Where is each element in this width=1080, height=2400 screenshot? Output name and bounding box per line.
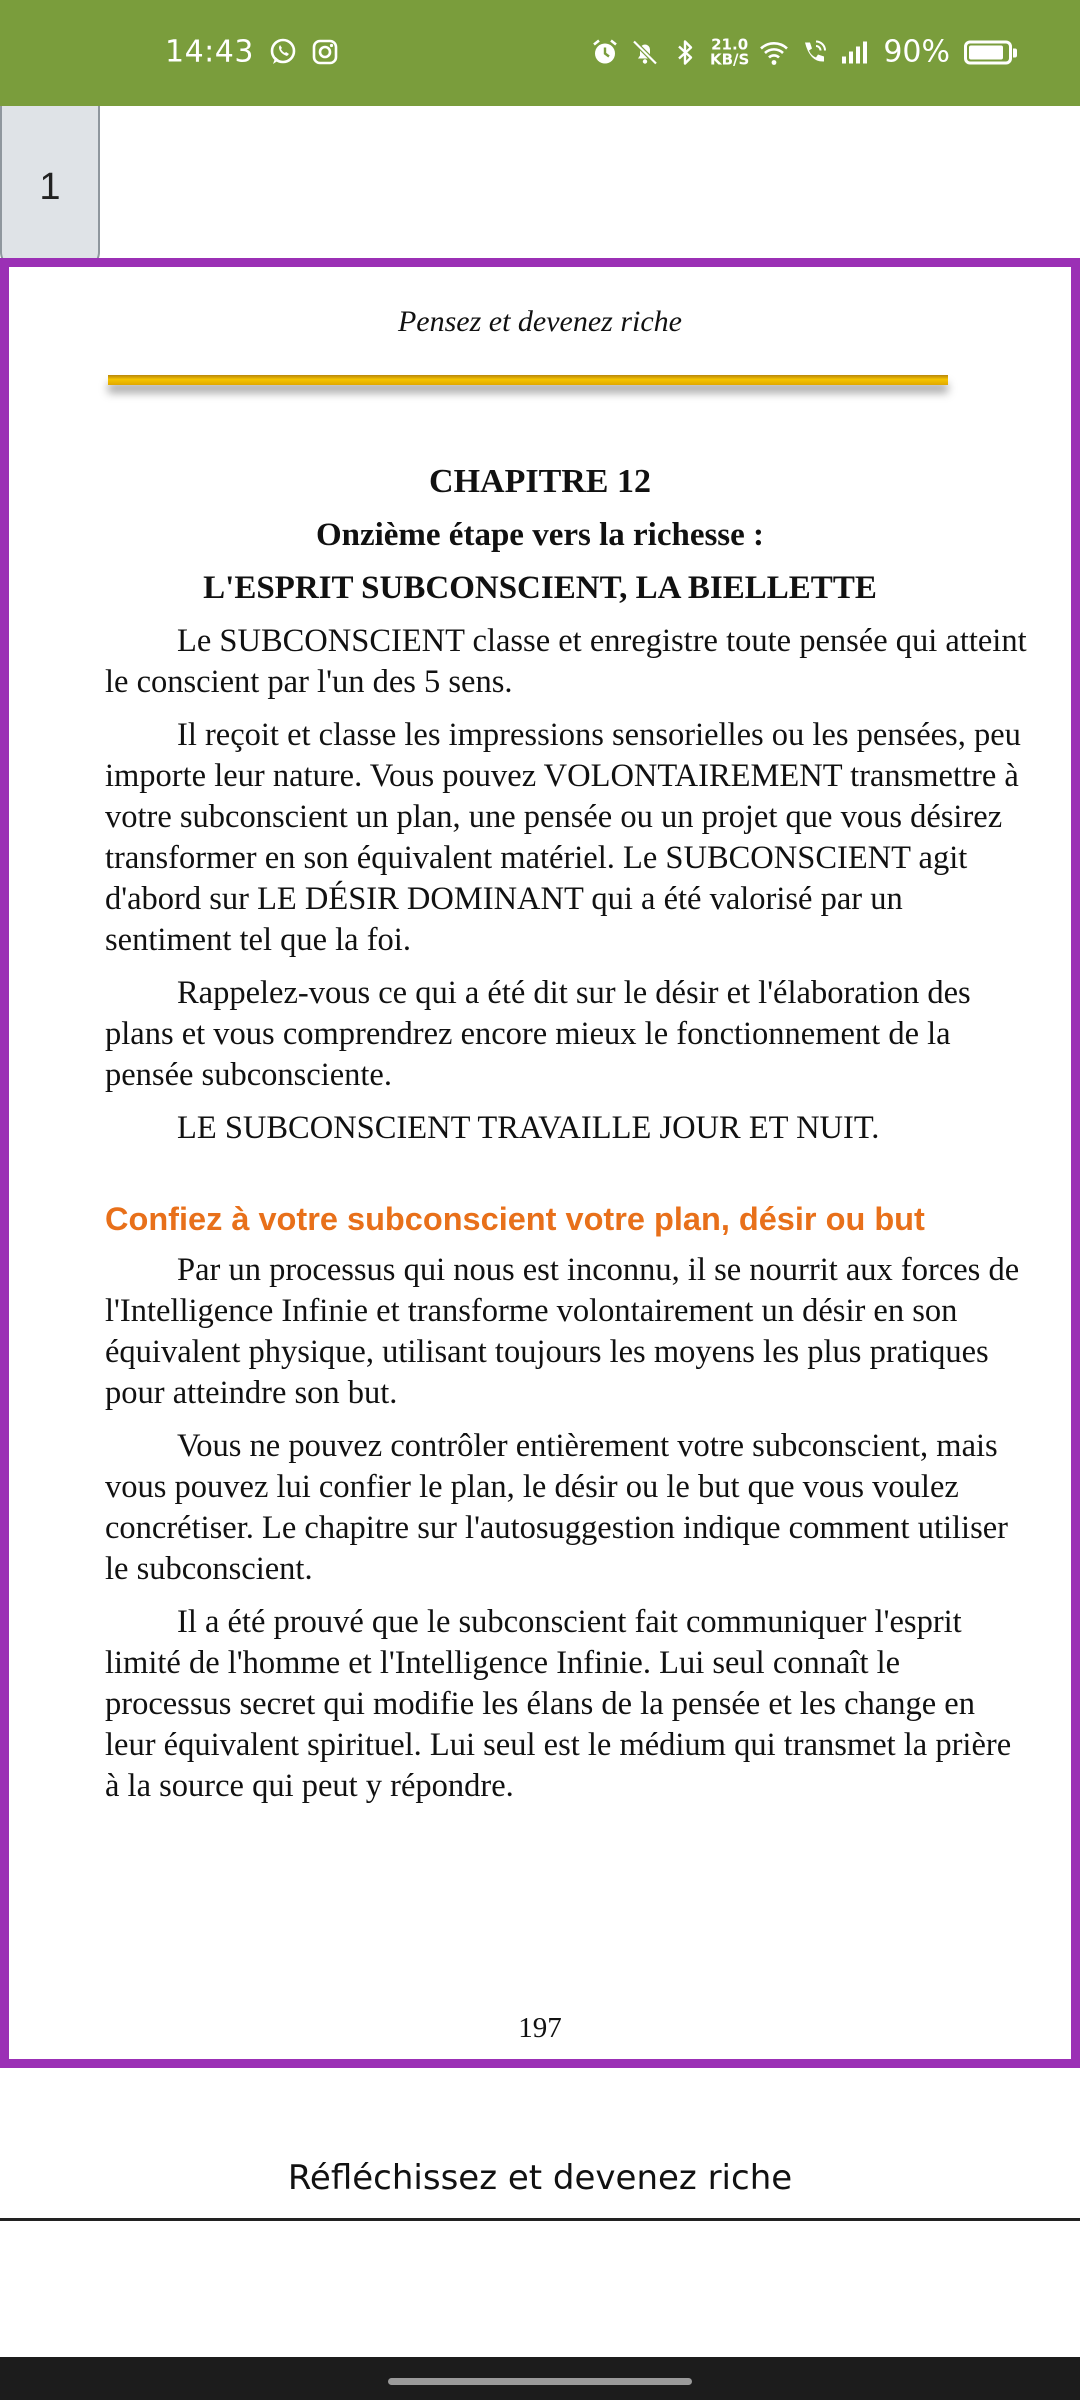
page-number: 197 <box>518 2012 562 2044</box>
bluetooth-icon <box>670 37 700 67</box>
paragraph: Par un processus qui nous est inconnu, il se nourrit aux forces de l'Intelligence Infinie et transforme volontairement un désir en son équivalent physique, utilisant toujours les moyens les plus pratiques pour atteindre son but. <box>105 1252 1020 1411</box>
paragraph: Il a été prouvé que le subconscient fait communiquer l'esprit limité de l'homme et l'Intelligence Infinie. Lui seul connaît le processus secret qui modifie les élans de la pensée et les change en leur équivalent spirituel. Lui seul est le médium qui transmet la prière à la source qui peut y répondre. <box>105 1604 1012 1804</box>
chapter-subtitle: Onzième étape vers la richesse : <box>315 517 765 553</box>
home-indicator[interactable] <box>388 2378 692 2385</box>
page-tab[interactable]: 1 <box>0 106 100 270</box>
next-page-title: Réfléchissez et devenez riche <box>287 2158 793 2198</box>
header-rule <box>108 375 948 385</box>
next-page-divider <box>0 2218 1080 2221</box>
section-heading: Confiez à votre subconscient votre plan, désir ou but <box>105 1201 925 1237</box>
speed-unit: KB/S <box>709 50 750 68</box>
battery-icon <box>964 40 1012 64</box>
status-bar <box>0 0 1080 106</box>
mute-icon <box>630 37 660 67</box>
system-icons <box>590 35 1012 70</box>
paragraph: Le SUBCONSCIENT classe et enregistre toute pensée qui atteint le conscient par l'un des 5 sens. <box>105 623 1027 700</box>
battery-percent: 90% <box>883 34 950 70</box>
notification-icons <box>268 37 340 67</box>
page-body <box>105 621 1033 1819</box>
instagram-icon <box>310 37 340 67</box>
paragraph: Vous ne pouvez contrôler entièrement votre subconscient, mais vous pouvez lui confier le plan, le désir ou le but que vous voulez concrétiser. Le chapitre sur l'autosuggestion indique comment utiliser le subconscient. <box>105 1428 1008 1587</box>
speed-value: 21.0 <box>711 35 749 53</box>
chapter-title: CHAPITRE 12 <box>429 463 651 500</box>
whatsapp-icon <box>268 37 298 67</box>
battery-fill <box>969 45 1003 59</box>
signal-icon <box>839 37 869 67</box>
wifi-icon <box>759 37 789 67</box>
paragraph: Rappelez-vous ce qui a été dit sur le désir et l'élaboration des plans et vous comprendrez encore mieux le fonctionnement de la pensée subconsciente. <box>105 975 971 1093</box>
chapter-subtitle-2: L'ESPRIT SUBCONSCIENT, LA BIELLETTE <box>203 570 877 606</box>
status-time: 14:43 <box>165 34 254 70</box>
network-speed <box>710 37 749 67</box>
running-head: Pensez et devenez riche <box>397 305 683 338</box>
alarm-icon <box>590 37 620 67</box>
wifi-call-icon <box>799 37 829 67</box>
navigation-bar <box>0 2357 1080 2400</box>
paragraph: Il reçoit et classe les impressions sensorielles ou les pensées, peu importe leur nature. Vous pouvez VOLONTAIREMENT transmettre à votre subconscient un plan, une pensée ou un projet que vous désirez transformer en son équivalent matériel. Le SUBCONSCIENT agit d'abord sur LE DÉSIR DOMINANT qui a été valorisé par un sentiment tel que la foi. <box>105 717 1021 958</box>
paragraph: LE SUBCONSCIENT TRAVAILLE JOUR ET NUIT. <box>177 1110 880 1146</box>
book-page[interactable] <box>0 258 1080 2068</box>
